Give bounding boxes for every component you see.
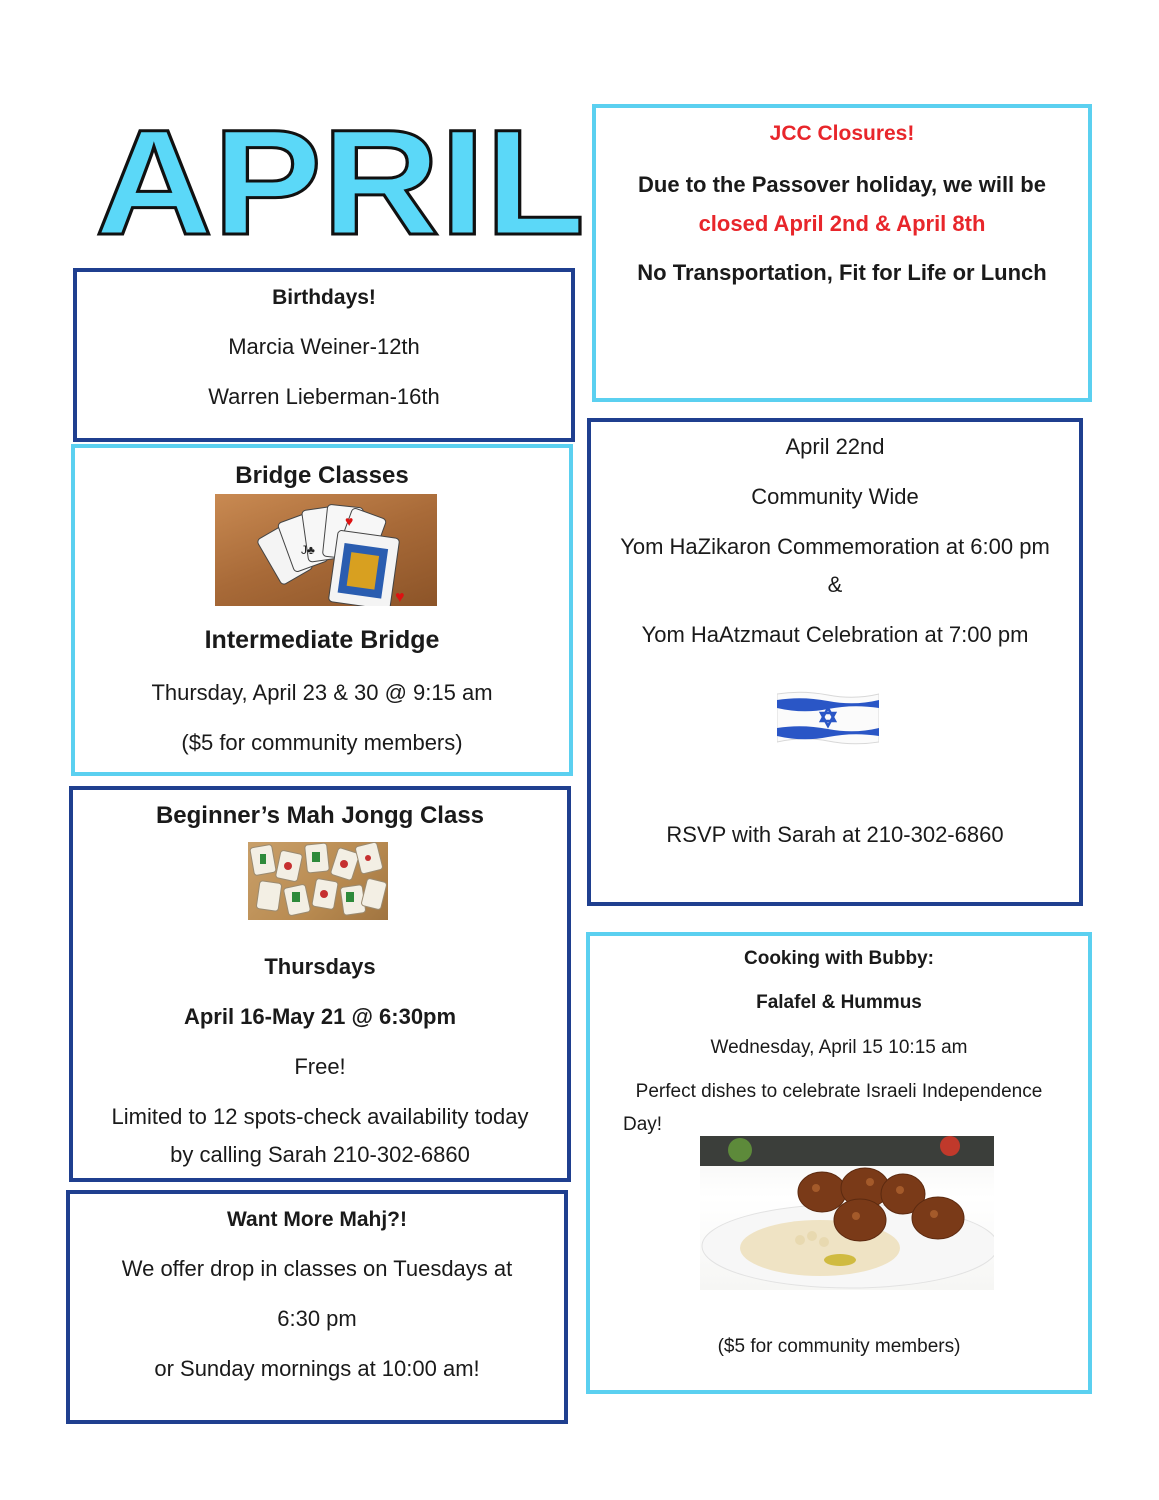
yom-event-1: Yom HaZikaron Commemoration at 6:00 pm: [620, 534, 1050, 559]
closures-heading: JCC Closures!: [769, 122, 915, 145]
more-mahj-line1: We offer drop in classes on Tuesdays at: [121, 1256, 513, 1281]
mahjongg-heading: Beginner’s Mah Jongg Class: [155, 802, 485, 829]
svg-text:♥: ♥: [345, 513, 354, 529]
birthdays-box: [73, 268, 575, 442]
mahjongg-note-1: Limited to 12 spots-check availability today: [111, 1104, 529, 1129]
bridge-subheading: Intermediate Bridge: [204, 626, 440, 654]
mahjongg-day: Thursdays: [264, 954, 376, 979]
more-mahj-heading: Want More Mahj?!: [226, 1208, 408, 1231]
april-title-text: APRIL: [95, 98, 585, 262]
more-mahj-line2: 6:30 pm: [277, 1306, 357, 1331]
mahjongg-dates: April 16-May 21 @ 6:30pm: [183, 1004, 457, 1029]
closures-line1: Due to the Passover holiday, we will be: [638, 172, 1046, 197]
cooking-desc-1: Perfect dishes to celebrate Israeli Independence: [635, 1081, 1043, 1102]
svg-text:♥: ♥: [395, 589, 405, 606]
bridge-box: [71, 444, 573, 776]
closures-line3: No Transportation, Fit for Life or Lunch: [637, 260, 1047, 285]
bridge-heading: Bridge Classes: [235, 462, 409, 489]
cooking-dish: Falafel & Hummus: [756, 992, 922, 1013]
cooking-box: [586, 932, 1092, 1394]
yom-scope: Community Wide: [751, 484, 919, 509]
birthday-item: Marcia Weiner-12th: [228, 334, 420, 359]
mahjongg-tiles-image: [248, 842, 388, 920]
yom-event-2: Yom HaAtzmaut Celebration at 7:00 pm: [641, 622, 1029, 647]
cooking-when: Wednesday, April 15 10:15 am: [710, 1037, 968, 1058]
more-mahj-box: [66, 1190, 568, 1424]
cooking-heading: Cooking with Bubby:: [744, 948, 934, 969]
cooking-desc-2: Day!: [623, 1114, 663, 1135]
mahjongg-price: Free!: [294, 1054, 346, 1079]
yom-rsvp: RSVP with Sarah at 210-302-6860: [666, 822, 1004, 847]
mahjongg-box: [69, 786, 571, 1182]
playing-cards-image: [215, 494, 437, 606]
yom-ampersand: &: [827, 572, 843, 597]
mahjongg-note-2: by calling Sarah 210-302-6860: [170, 1142, 470, 1167]
cooking-price: ($5 for community members): [717, 1336, 961, 1357]
closures-dates: closed April 2nd & April 8th: [698, 211, 986, 236]
falafel-hummus-image: [700, 1136, 994, 1290]
more-mahj-line3: or Sunday mornings at 10:00 am!: [154, 1356, 480, 1381]
israel-flag-image: [777, 690, 879, 746]
yom-date: April 22nd: [785, 434, 885, 459]
bridge-schedule: Thursday, April 23 & 30 @ 9:15 am: [151, 680, 493, 705]
april-title: [84, 76, 596, 262]
closures-box: [592, 104, 1092, 402]
bridge-price: ($5 for community members): [181, 730, 463, 755]
yom-events-box: [587, 418, 1083, 906]
birthday-item: Warren Lieberman-16th: [208, 384, 440, 409]
birthdays-heading: Birthdays!: [272, 286, 376, 309]
svg-text:J♣: J♣: [301, 543, 315, 557]
